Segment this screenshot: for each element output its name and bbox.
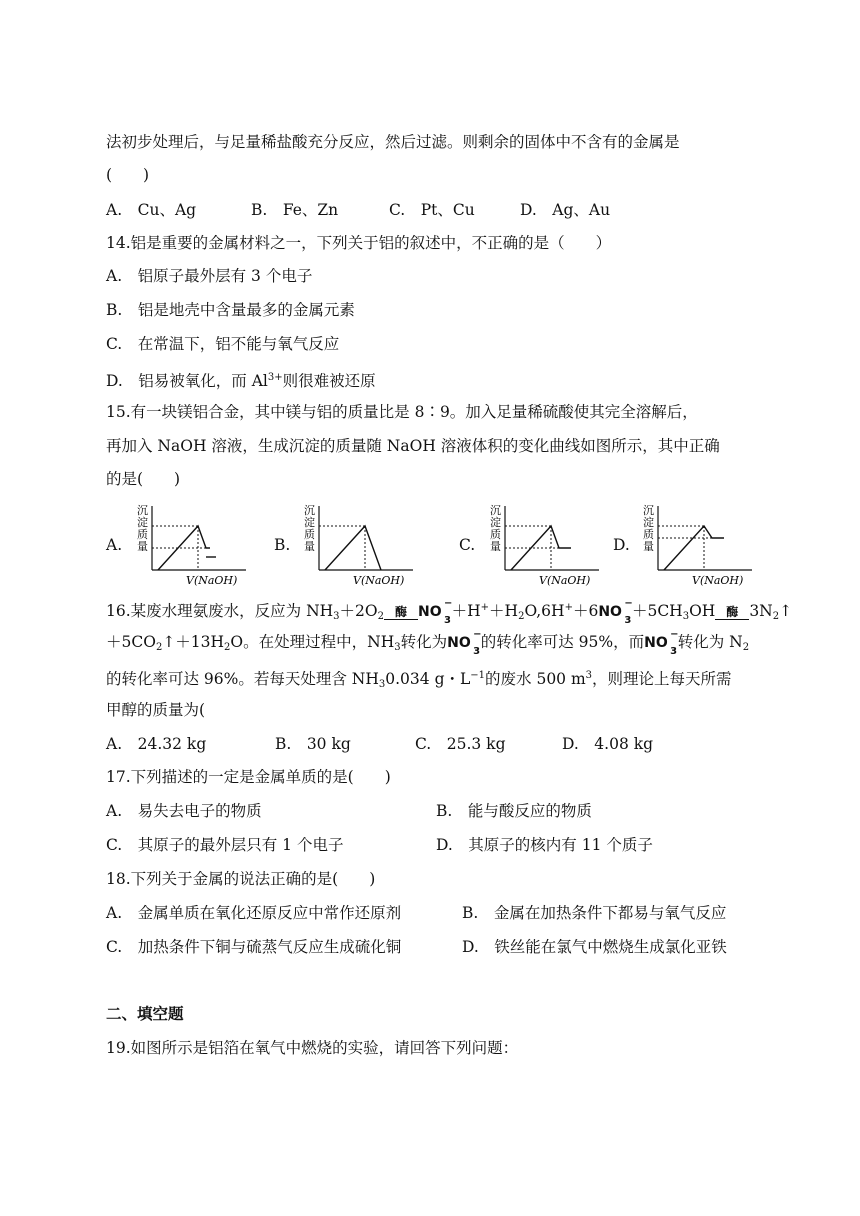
q13-answer-blank: ( ) <box>106 166 150 184</box>
graph-ylabel-4: 量 <box>304 540 315 553</box>
q19-stem: 19.如图所示是铝箔在氧气中燃烧的实验，请回答下列问题： <box>106 1039 519 1057</box>
q18-option-d: D. 铁丝能在氯气中燃烧生成氯化亚铁 <box>462 938 727 956</box>
q18-stem: 18.下列关于金属的说法正确的是( ) <box>106 870 376 888</box>
nitrate-ion: NO − 3 <box>598 598 633 626</box>
q16-option-d: D. 4.08 kg <box>562 735 654 753</box>
q14-option-b: B. 铝是地壳中含量最多的金属元素 <box>106 301 355 319</box>
graph-xlabel: V(NaOH) <box>353 574 405 587</box>
q17-option-b: B. 能与酸反应的物质 <box>436 802 592 820</box>
graph-ylabel-3: 质 <box>490 528 501 541</box>
q16-stem-line-1: 16.某废水理氨废水，反应为 $NH_3+2O_2$ 酶 NO − 3 $+H^++H_2O,6H^++6NO$ − 3 $+5CH_3OH$ 酶 $3N_2↑$ <box>106 598 793 626</box>
q17-option-a: A. 易失去电子的物质 <box>106 802 262 820</box>
graph-ylabel-3: 质 <box>643 528 654 541</box>
graph-xlabel: V(NaOH) <box>186 574 238 587</box>
q14-option-d: D. 铝易被氧化，而 $Al^{3+}$则很难被还原 <box>106 372 376 390</box>
nitrate-ion: NO − 3 <box>447 629 482 657</box>
q13-stem-line: 法初步处理后，与足量稀盐酸充分反应，然后过滤。则剩余的固体中不含有的金属是 <box>106 133 680 151</box>
section-heading: 二、填空题 <box>106 1004 184 1023</box>
graph-ylabel-1: 沉 <box>304 504 315 517</box>
q13-option-b: B. Fe、Zn <box>251 201 339 219</box>
q15-option-a-label: A. <box>106 536 123 554</box>
q16-stem-line-3: 的转化率可达 96%。若每天处理含 $NH_30.034$ g・$L^{-1}$的废水 500 $m^3$，则理论上每天所需 <box>106 670 732 690</box>
q13-option-c: C. Pt、Cu <box>389 201 475 219</box>
q17-option-c: C. 其原子的最外层只有 1 个电子 <box>106 836 344 854</box>
enzyme-arrow: 酶 <box>715 602 749 622</box>
enzyme-arrow: 酶 <box>384 602 418 622</box>
q16-stem-line-4: 甲醇的质量为( <box>106 701 206 719</box>
graph-ylabel-4: 量 <box>137 540 148 553</box>
q17-option-d: D. 其原子的核内有 11 个质子 <box>436 836 653 854</box>
curve <box>325 526 381 570</box>
q15-stem-line-2: 再加入 NaOH 溶液，生成沉淀的质量随 NaOH 溶液体积的变化曲线如图所示，其中正确 <box>106 437 720 455</box>
nitrate-ion: NO − 3 <box>418 598 453 626</box>
q16-stem-line-2: $+5CO_2↑+13H_2O$。在处理过程中，$NH_3$转化为NO − 3 的转化率可达 95%，而NO − 3 转化为 $N_2$ <box>106 629 750 657</box>
q14-option-c: C. 在常温下，铝不能与氧气反应 <box>106 335 340 353</box>
q17-stem: 17.下列描述的一定是金属单质的是( ) <box>106 768 391 786</box>
q16-option-b: B. 30 kg <box>275 735 351 753</box>
nitrate-ion: NO − 3 <box>644 629 679 657</box>
q15-option-d-label: D. <box>613 536 630 554</box>
q16-option-a: A. 24.32 kg <box>106 735 207 753</box>
q13-option-d: D. Ag、Au <box>520 201 611 219</box>
q13-option-a: A. Cu、Ag <box>106 201 197 219</box>
graph-ylabel-1: 沉 <box>490 504 501 517</box>
curve <box>664 526 724 570</box>
graph-ylabel-2: 淀 <box>304 516 315 529</box>
q18-option-b: B. 金属在加热条件下都易与氧气反应 <box>462 904 727 922</box>
q15-graph-d <box>634 500 764 588</box>
q15-graph-c <box>481 500 611 588</box>
q15-graph-a <box>128 500 258 588</box>
q15-option-c-label: C. <box>459 536 476 554</box>
q15-option-b-label: B. <box>274 536 291 554</box>
q18-option-c: C. 加热条件下铜与硫蒸气反应生成硫化铜 <box>106 938 402 956</box>
graph-ylabel-2: 淀 <box>643 516 654 529</box>
graph-ylabel-4: 量 <box>643 540 654 553</box>
q16-option-c: C. 25.3 kg <box>415 735 506 753</box>
graph-ylabel-1: 沉 <box>643 504 654 517</box>
graph-ylabel-2: 淀 <box>137 516 148 529</box>
q14-option-a: A. 铝原子最外层有 3 个电子 <box>106 267 313 285</box>
graph-xlabel: V(NaOH) <box>539 574 591 587</box>
graph-ylabel-1: 沉 <box>137 504 148 517</box>
q14-stem: 14.铝是重要的金属材料之一，下列关于铝的叙述中，不正确的是（ ） <box>106 234 612 252</box>
q18-option-a: A. 金属单质在氧化还原反应中常作还原剂 <box>106 904 402 922</box>
q15-graph-b <box>295 500 425 588</box>
q15-stem-line-1: 15.有一块镁铝合金，其中镁与铝的质量比是 8∶9。加入足量稀硫酸使其完全溶解后， <box>106 403 698 421</box>
q15-stem-line-3: 的是( ) <box>106 470 181 488</box>
graph-ylabel-3: 质 <box>137 528 148 541</box>
graph-ylabel-3: 质 <box>304 528 315 541</box>
graph-ylabel-2: 淀 <box>490 516 501 529</box>
graph-ylabel-4: 量 <box>490 540 501 553</box>
graph-xlabel: V(NaOH) <box>692 574 744 587</box>
